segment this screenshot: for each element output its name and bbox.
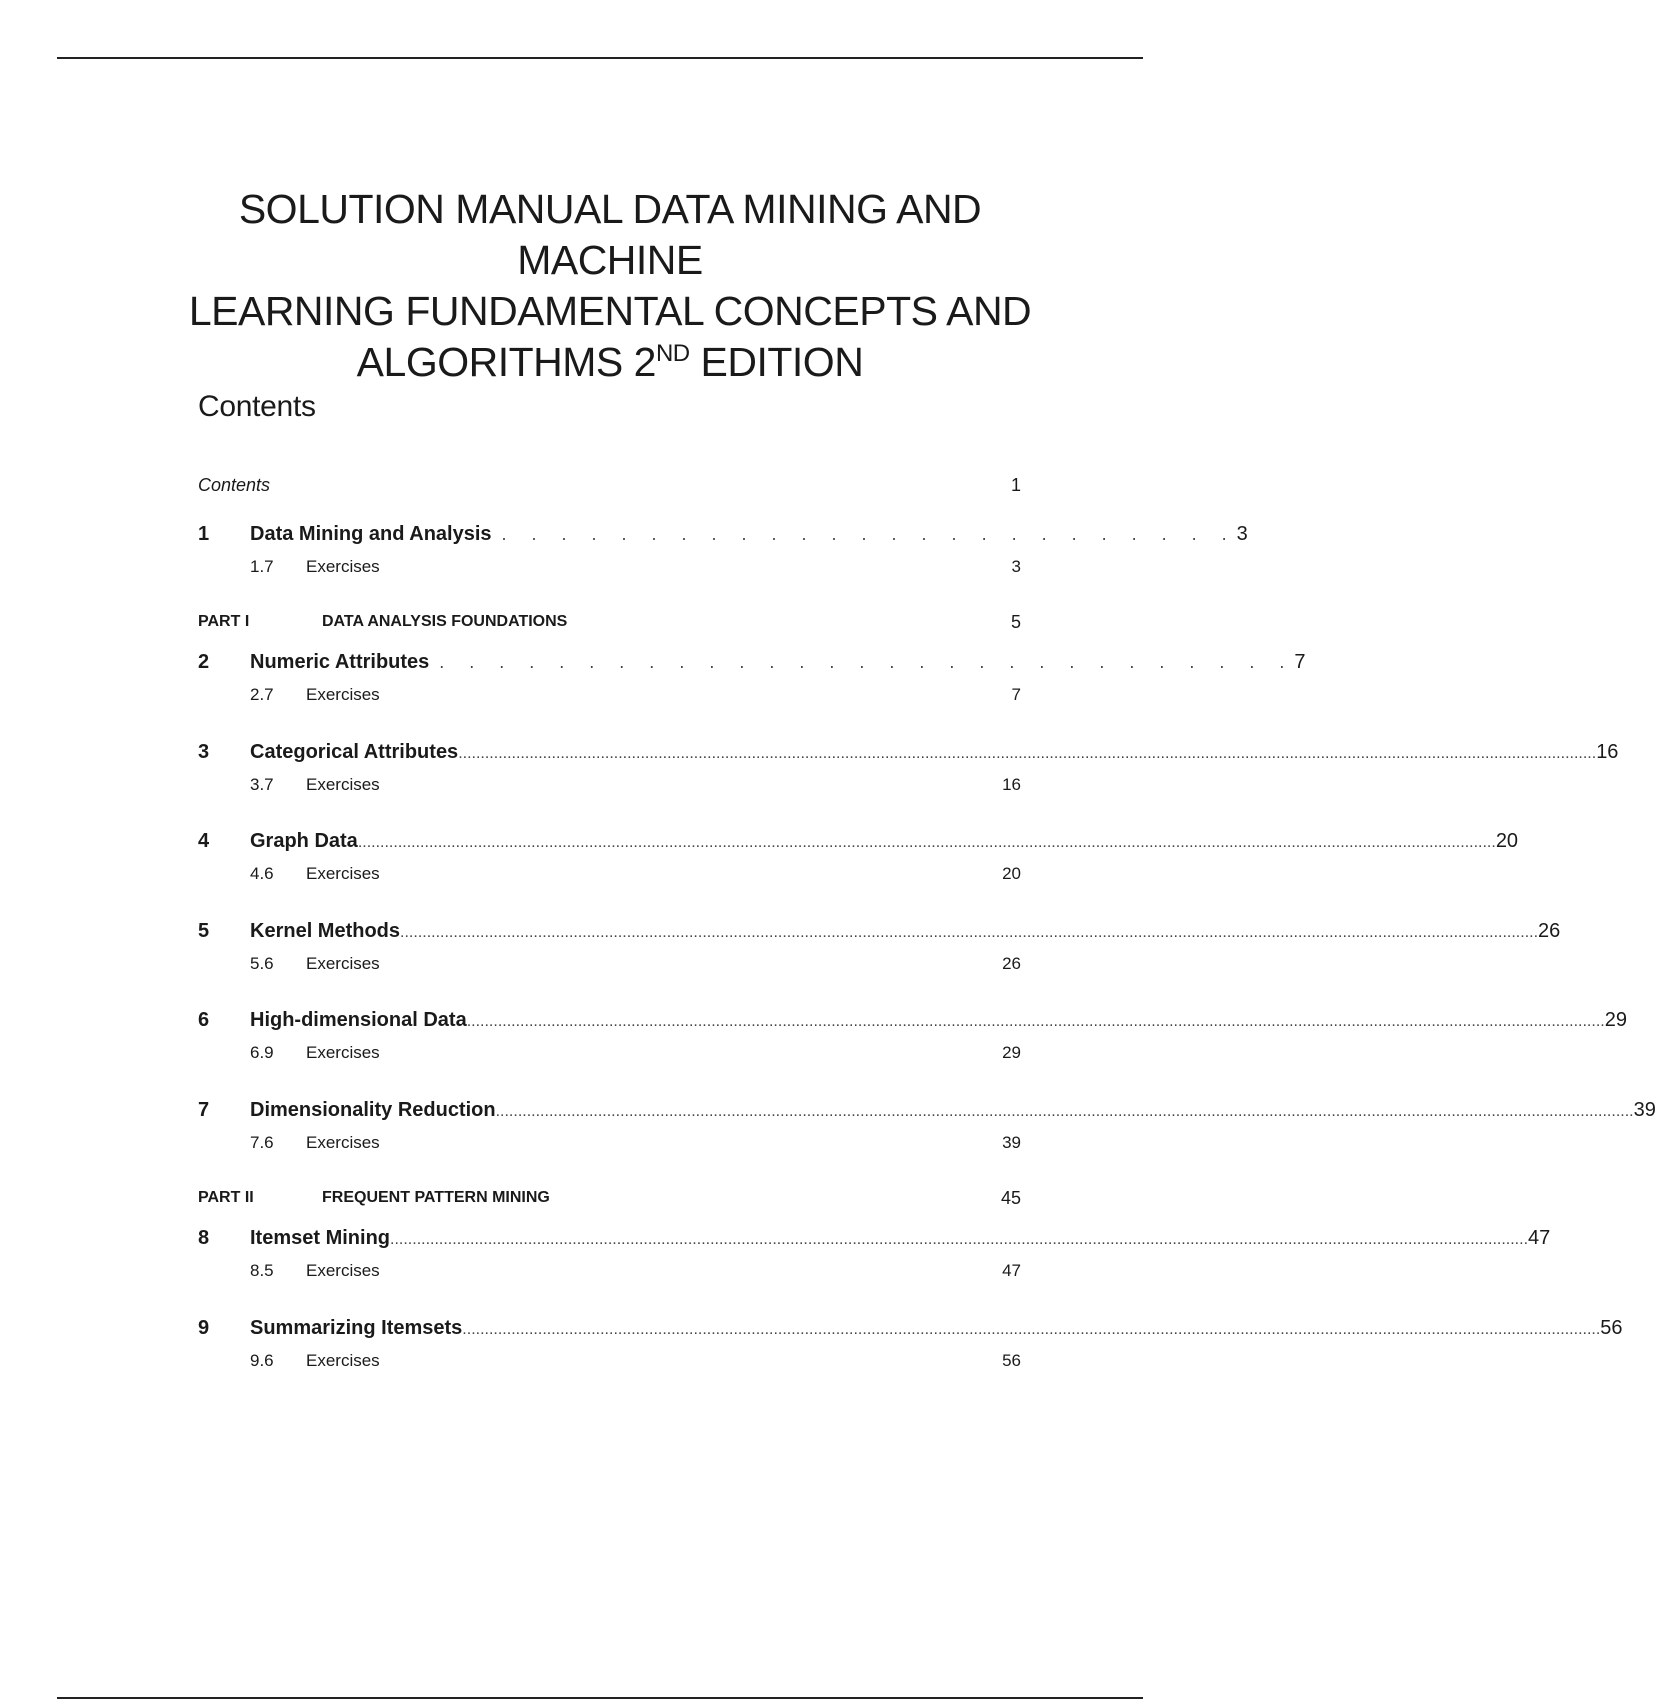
title-line-2: LEARNING FUNDAMENTAL CONCEPTS AND	[188, 288, 1032, 334]
toc-chapter-3[interactable]: 3 Categorical Attributes ..... 16	[198, 741, 1021, 763]
toc-section-3-7[interactable]: 3.7 Exercises 16	[250, 775, 1021, 794]
leader-dots	[358, 830, 1496, 854]
title-line-1: SOLUTION MANUAL DATA MINING AND MACHINE	[238, 186, 982, 283]
leader-dots	[400, 920, 1538, 944]
toc-section-2-7[interactable]: 2.7 Exercises 7	[250, 685, 1021, 704]
leader-dots	[458, 741, 1596, 765]
top-rule	[57, 57, 1143, 59]
toc-section-8-5[interactable]: 8.5 Exercises 47	[250, 1261, 1021, 1280]
toc-chapter-4[interactable]: 4 Graph Data ..... 20	[198, 830, 1021, 852]
leader-dots	[462, 1317, 1600, 1341]
leader-dots: . . . . . . . . . . . . . . . . . . . . . . . . .	[501, 524, 1237, 544]
contents-heading: Contents	[198, 390, 316, 423]
leader-dots	[496, 1099, 1634, 1123]
toc-chapter-7[interactable]: 7 Dimensionality Reduction ..... 39	[198, 1099, 1021, 1121]
toc-section-5-6[interactable]: 5.6 Exercises 26	[250, 954, 1021, 973]
document-title	[150, 184, 1070, 388]
toc-chapter-5[interactable]: 5 Kernel Methods ..... 26	[198, 920, 1021, 942]
leader-dots: . . . . . . . . . . . . . . . . . . . . . . . . . . . . .	[439, 652, 1295, 672]
toc-part-2[interactable]: PART II FREQUENT PATTERN MINING 45	[198, 1188, 1021, 1208]
bottom-rule	[57, 1697, 1143, 1699]
leader-dots	[467, 1009, 1605, 1033]
toc-chapter-6[interactable]: 6 High-dimensional Data ..... 29	[198, 1009, 1021, 1031]
toc-contents-entry[interactable]: Contents 1	[198, 475, 1021, 495]
toc-section-4-6[interactable]: 4.6 Exercises 20	[250, 864, 1021, 883]
toc-part-1[interactable]: PART I DATA ANALYSIS FOUNDATIONS 5	[198, 612, 1021, 632]
toc-chapter-9[interactable]: 9 Summarizing Itemsets ..... 56	[198, 1317, 1021, 1339]
leader-dots	[390, 1227, 1528, 1251]
toc-section-7-6[interactable]: 7.6 Exercises 39	[250, 1133, 1021, 1152]
toc-chapter-1[interactable]: 1 Data Mining and Analysis . . . . . . . . . . . . . . . . . . . . . . . . . 3	[198, 523, 1248, 545]
toc-section-9-6[interactable]: 9.6 Exercises 56	[250, 1351, 1021, 1370]
toc-chapter-8[interactable]: 8 Itemset Mining ..... 47	[198, 1227, 1021, 1249]
toc-chapter-2[interactable]: 2 Numeric Attributes . . . . . . . . . . . . . . . . . . . . . . . . . . . . . 7	[198, 651, 1306, 673]
title-line-3: ALGORITHMS 2ND EDITION	[356, 339, 864, 385]
toc-section-6-9[interactable]: 6.9 Exercises 29	[250, 1043, 1021, 1062]
toc-section-1-7[interactable]: 1.7 Exercises 3	[250, 557, 1021, 576]
